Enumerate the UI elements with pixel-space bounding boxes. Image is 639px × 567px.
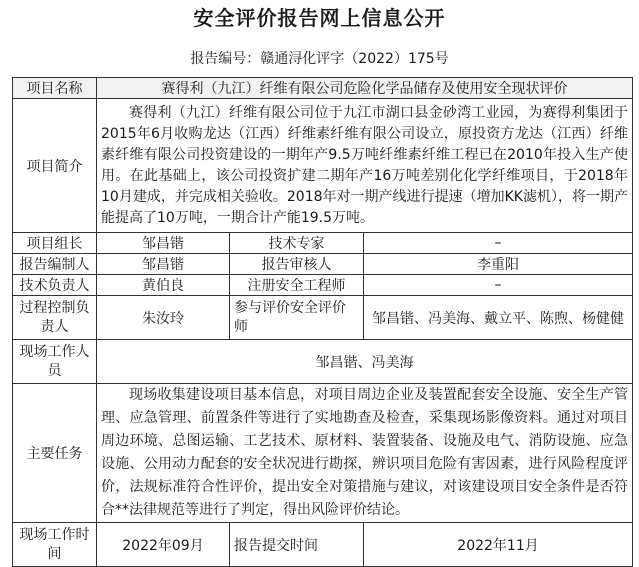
- process-owner-value: 朱汝玲: [97, 296, 230, 340]
- report-number: 报告编号：赣通浔化评字（2022）175号: [190, 51, 449, 67]
- row-main-tasks: [13, 384, 633, 523]
- field-time-value: 2022年09月: [97, 523, 230, 567]
- project-name-label: 项目名称: [13, 78, 97, 99]
- submit-time-value: 2022年11月: [364, 523, 633, 567]
- compiler-value: 邹昌锴: [97, 254, 230, 275]
- tech-owner-label: 技术负责人: [13, 275, 97, 296]
- main-tasks-value: 现场收集建设项目基本信息，对项目周边企业及装置配套安全设施、安全生产管理、应急管理、前置条件等进行了实地勘查及检查，采集现场影像资料。通过对项目周边环境、总图运输、工艺技术、原材料、装置装备、设施及电气、消防设施、应急设施、公用动力配套的安全状况进行勘探，辨识项目危险有害因素，进行风险程度评价，法规标准符合性评价，提出安全对策措施与建议，对该建设项目安全条件是否符合**法律规范等进行了判定，得出风险评价结论。: [97, 384, 633, 523]
- field-staff-label: 现场工作人员: [13, 340, 97, 384]
- leader-label: 项目组长: [13, 233, 97, 254]
- row-project-intro: [13, 99, 633, 233]
- leader-value: 邹昌锴: [97, 233, 230, 254]
- row-tech-owner: [13, 275, 633, 296]
- evaluators-label: 参与评价安全评价师: [230, 296, 364, 340]
- info-table: [12, 77, 633, 567]
- tech-expert-value: –: [364, 233, 633, 254]
- row-field-time: [13, 523, 633, 567]
- page-title: 安全评价报告网上信息公开: [193, 6, 446, 30]
- safety-engineer-label: 注册安全工程师: [230, 275, 364, 296]
- reviewer-label: 报告审核人: [230, 254, 364, 275]
- safety-engineer-value: –: [364, 275, 633, 296]
- row-compiler: [13, 254, 633, 275]
- row-field-staff: [13, 340, 633, 384]
- row-leader: [13, 233, 633, 254]
- main-tasks-label: 主要任务: [13, 384, 97, 523]
- project-name-value: 赛得利（九江）纤维有限公司危险化学品储存及使用安全现状评价: [97, 78, 633, 99]
- project-intro-label: 项目简介: [13, 99, 97, 233]
- row-process-owner: [13, 296, 633, 340]
- row-project-name: [13, 78, 633, 99]
- tech-owner-value: 黄伯良: [97, 275, 230, 296]
- reviewer-value: 李重阳: [364, 254, 633, 275]
- compiler-label: 报告编制人: [13, 254, 97, 275]
- project-intro-value: 赛得利（九江）纤维有限公司位于九江市湖口县金砂湾工业园，为赛得利集团于2015年6月收购龙达（江西）纤维素纤维有限公司设立，原投资方龙达（江西）纤维素纤维有限公司投资建设的一期年产9.5万吨纤维素纤维工程已在2010年投入生产使用。在此基础上，该公司投资扩建二期年产16万吨差别化化学纤维项目，于2018年10月建成，并完成相关验收。2018年对一期产线进行提速（增加KK滤机），将一期产能提高了10万吨，一期合计产能19.5万吨。: [97, 99, 633, 233]
- process-owner-label: 过程控制负责人: [13, 296, 97, 340]
- evaluators-value: 邹昌锴、冯美海、戴立平、陈煦、杨健健: [364, 296, 633, 340]
- field-time-label: 现场工作时间: [13, 523, 97, 567]
- field-staff-value: 邹昌锴、冯美海: [97, 340, 633, 384]
- tech-expert-label: 技术专家: [230, 233, 364, 254]
- submit-time-label: 报告提交时间: [230, 523, 364, 567]
